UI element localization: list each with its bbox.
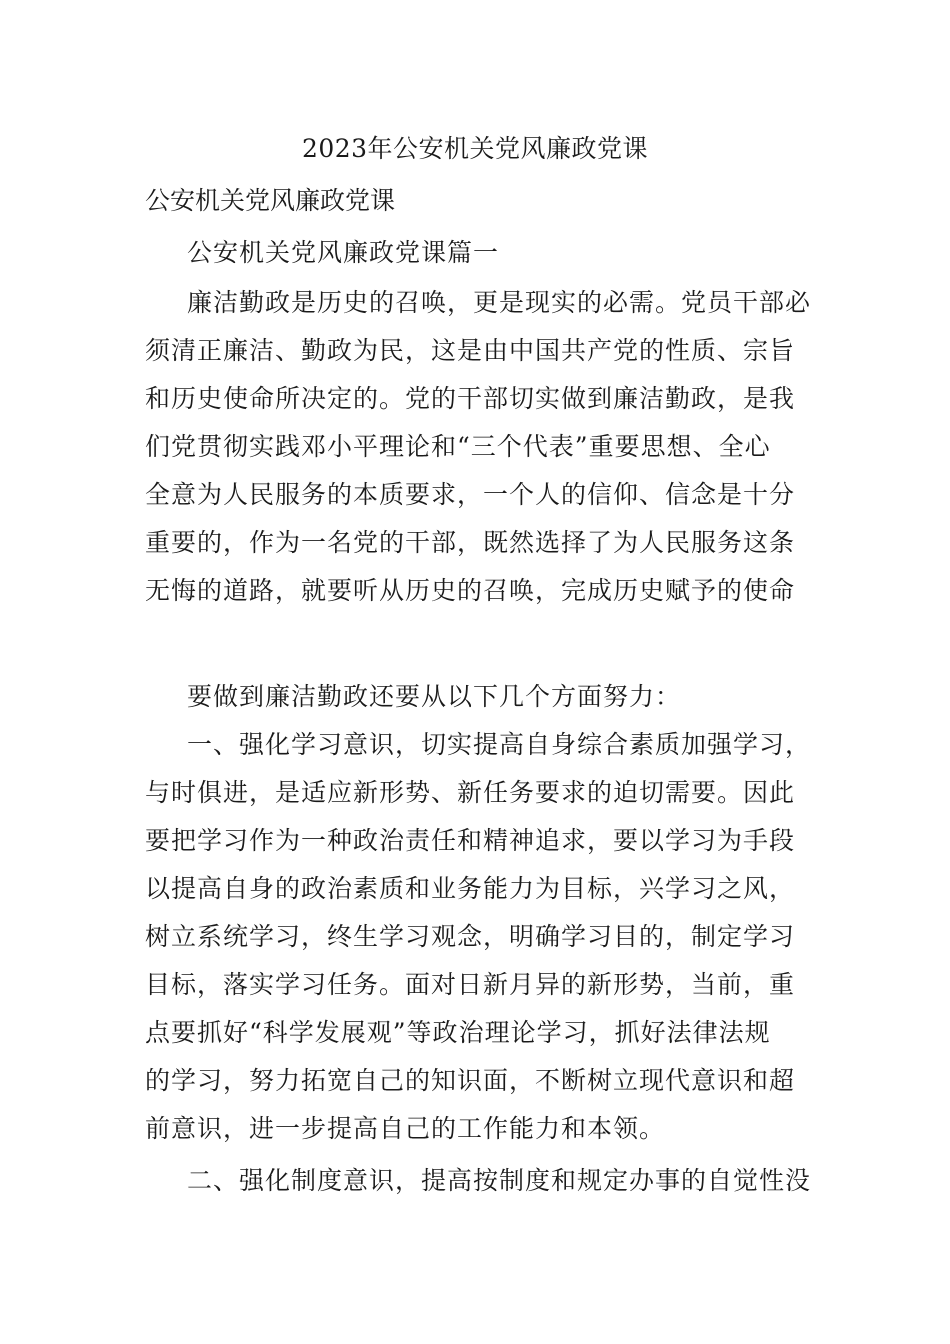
paragraph3-line: 一、强化学习意识，切实提高自身综合素质加强学习，	[187, 730, 812, 759]
paragraph3-line: 以提高自身的政治素质和业务能力为目标，兴学习之风，	[145, 874, 796, 903]
paragraph3-line: 树立系统学习，终生学习观念，明确学习目的，制定学习	[145, 922, 796, 951]
paragraph3-line: 前意识，进一步提高自己的工作能力和本领。	[145, 1114, 666, 1143]
paragraph1-line: 无悔的道路，就要听从历史的召唤，完成历史赋予的使命	[145, 576, 796, 605]
paragraph1-line: 廉洁勤政是历史的召唤，更是现实的必需。党员干部必	[187, 288, 812, 317]
section-heading: 公安机关党风廉政党课篇一	[187, 238, 500, 267]
document-subtitle: 公安机关党风廉政党课	[145, 186, 396, 215]
paragraph3-line: 点要抓好“科学发展观”等政治理论学习，抓好法律法规	[145, 1018, 771, 1047]
document-title: 2023年公安机关党风廉政党课	[301, 134, 649, 163]
paragraph4: 二、强化制度意识，提高按制度和规定办事的自觉性没	[187, 1166, 812, 1195]
paragraph1-line: 全意为人民服务的本质要求，一个人的信仰、信念是十分	[145, 480, 796, 509]
paragraph1-line: 们党贯彻实践邓小平理论和“三个代表”重要思想、全心	[145, 432, 771, 461]
paragraph1-line: 须清正廉洁、勤政为民，这是由中国共产党的性质、宗旨	[145, 336, 796, 365]
paragraph2: 要做到廉洁勤政还要从以下几个方面努力：	[187, 682, 682, 711]
paragraph3-line: 要把学习作为一种政治责任和精神追求，要以学习为手段	[145, 826, 796, 855]
paragraph1-line: 和历史使命所决定的。党的干部切实做到廉洁勤政，是我	[145, 384, 796, 413]
paragraph3-line: 目标，落实学习任务。面对日新月异的新形势，当前，重	[145, 970, 796, 999]
paragraph3-line: 与时俱进，是适应新形势、新任务要求的迫切需要。因此	[145, 778, 796, 807]
paragraph1-line: 重要的，作为一名党的干部，既然选择了为人民服务这条	[145, 528, 796, 557]
paragraph3-line: 的学习，努力拓宽自己的知识面，不断树立现代意识和超	[145, 1066, 796, 1095]
